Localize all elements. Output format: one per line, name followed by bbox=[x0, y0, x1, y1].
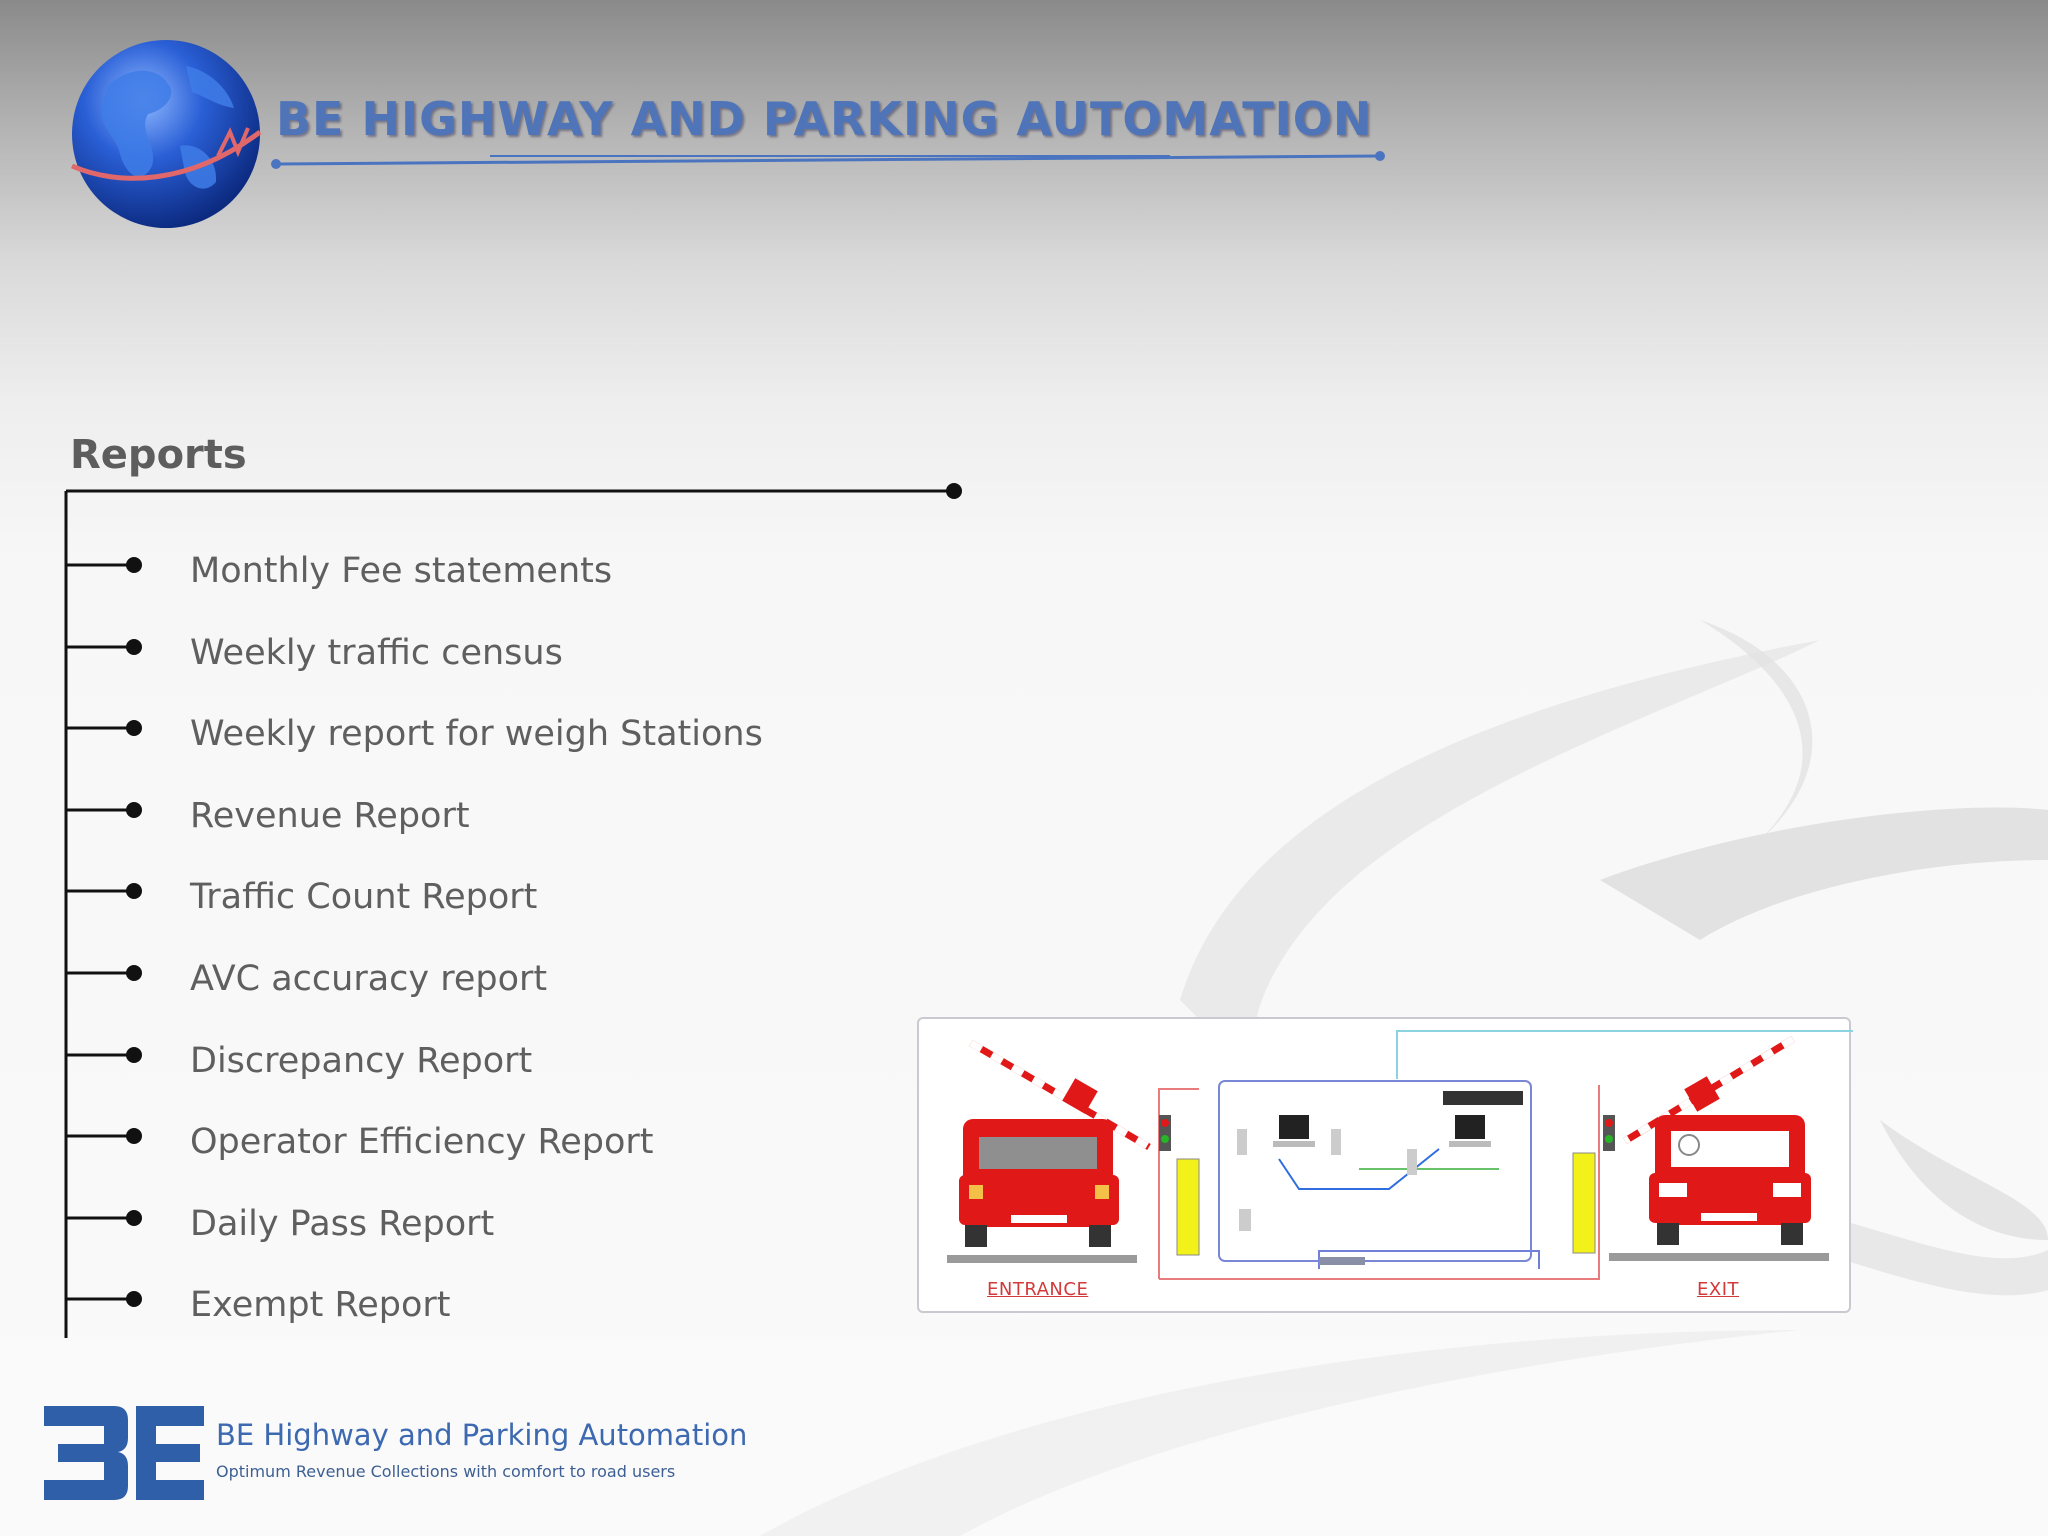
report-bullet bbox=[126, 802, 142, 818]
toll-plaza-diagram bbox=[917, 1017, 1851, 1313]
report-item: AVC accuracy report bbox=[190, 959, 548, 999]
report-item: Revenue Report bbox=[190, 796, 470, 836]
footer-company-name: BE Highway and Parking Automation bbox=[216, 1418, 748, 1452]
entrance-label: ENTRANCE bbox=[987, 1279, 1089, 1300]
exit-label: EXIT bbox=[1697, 1279, 1740, 1300]
report-item: Traffic Count Report bbox=[190, 877, 538, 917]
report-item: Exempt Report bbox=[190, 1285, 451, 1325]
header-title: BE HIGHWAY AND PARKING AUTOMATION bbox=[276, 92, 1373, 146]
svg-text:BE: BE bbox=[44, 1402, 46, 1403]
footer-tagline: Optimum Revenue Collections with comfort to road users bbox=[216, 1462, 676, 1481]
report-item: Monthly Fee statements bbox=[190, 551, 613, 591]
report-bullet bbox=[126, 557, 142, 573]
report-bullet bbox=[126, 639, 142, 655]
section-title: Reports bbox=[70, 432, 247, 478]
report-bullet bbox=[126, 1291, 142, 1307]
report-bullet bbox=[126, 1047, 142, 1063]
report-bullet bbox=[126, 1210, 142, 1226]
report-item: Daily Pass Report bbox=[190, 1204, 495, 1244]
report-item: Operator Efficiency Report bbox=[190, 1122, 654, 1162]
report-bullet bbox=[126, 720, 142, 736]
report-item: Weekly report for weigh Stations bbox=[190, 714, 763, 754]
report-item: Weekly traffic census bbox=[190, 633, 563, 673]
toll-plaza-illustration bbox=[919, 1019, 1853, 1315]
report-item: Discrepancy Report bbox=[190, 1041, 533, 1081]
report-bullet bbox=[126, 965, 142, 981]
be-logo bbox=[44, 1402, 204, 1502]
report-bullet bbox=[126, 883, 142, 899]
report-bullet bbox=[126, 1128, 142, 1144]
